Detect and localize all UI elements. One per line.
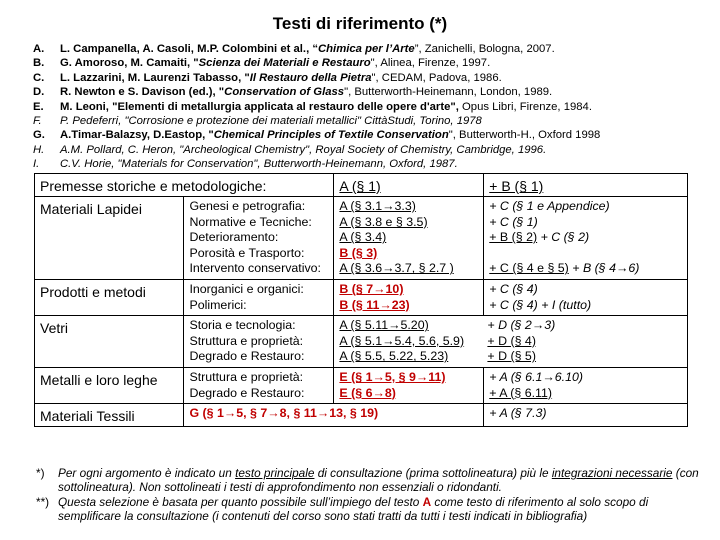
secondary-ref: + C (§ 1) [489,214,538,229]
reference-authors: M. Leoni, "Elementi di metallurgia applicata al restauro delle opere d'arte", [60,100,462,113]
primary-ref: A (§ 3.1→3.3) [339,199,416,213]
reference-text: P. Pedeferri, "Corrosione e protezione dei materiali metallici" CittàStudi, Torino, 1978 [60,115,482,128]
secondary-ref: + D (§ 5) [487,349,536,364]
secondary-ref: + D (§ 4) [487,333,536,348]
secondary-cell [484,197,688,280]
footnote-text: di consultazione (prima sottolineatura) più le [314,466,552,480]
reference-item [33,85,600,99]
reference-item [33,100,600,114]
primary-cell [334,279,484,315]
table-row [35,197,688,280]
footnotes [36,466,706,524]
header-a: A (§ 1) [339,178,381,194]
refs-cell [334,316,688,368]
reference-item [33,114,600,128]
reference-key: E. [33,100,44,113]
footnote-mark: **) [36,494,50,509]
primary-ref: B (§ 11→23) [339,297,410,312]
reference-text: C.V. Horie, "Materials for Conservation", Butterworth-Heinemann, Oxford, 1987. [60,158,458,171]
reference-title: Chimica per l’Arte [318,43,415,55]
primary-cell [184,404,484,427]
secondary-ref: + C (§ 2) [540,230,590,245]
primary-ref: A (§ 3.4) [339,230,387,245]
table-row [35,367,688,403]
table-row [35,279,688,315]
reference-authors: L. Campanella, A. Casoli, M.P. Colombini et al., “ [60,43,318,55]
reference-publisher: ", Alinea, Firenze, 1997. [370,57,491,70]
category-metalli: Metalli e loro leghe [35,367,184,403]
reference-authors: G. Amoroso, M. Camaiti, " [60,57,199,70]
reference-list [33,42,600,172]
topic: Inorganici e organici: [189,281,304,296]
footnote-1 [36,466,706,495]
topic: Degrado e Restauro: [189,349,305,364]
reference-title: Scienza dei Materiali e Restauro [198,57,371,70]
reference-key: B. [33,57,45,70]
footnote-text: come testo di riferimento al solo scopo di semplificare la consultazione (i contenuti del corso sono stati tratti da tutti i testi indicati in bibliografia) [58,494,649,524]
topic: Porosità e Trasporto: [189,245,305,260]
topic: Genesi e petrografia: [189,199,306,213]
primary-ref: G (§ 1→5, § 7→8, § 11→13, § 19) [189,406,379,421]
primary-ref: E (§ 1→5, § 9→11) [339,369,446,384]
primary-ref: A (§ 3.6→3.7, § 2.7 ) [339,261,454,276]
reference-key: I. [33,158,40,171]
category-tessili: Materiali Tessili [35,404,184,427]
reference-key: F. [33,115,42,128]
reference-publisher: ", Butterworth-H., Oxford 1998 [448,129,601,142]
reference-key: A. [33,43,45,55]
reference-item [33,71,600,85]
footnote-text: testo principale [235,466,315,480]
reference-publisher: Opus Libri, Firenze, 1984. [462,100,592,113]
reference-publisher: ”, Zanichelli, Bologna, 2007. [414,43,555,55]
footnote-text: Per ogni argomento è indicato un [58,466,236,480]
reference-item [33,42,600,56]
topic: Normative e Tecniche: [189,214,312,229]
primary-ref: B (§ 3) [339,245,378,260]
table-header-row [35,174,688,197]
topic: Struttura e proprietà: [189,333,304,348]
reference-item [33,143,600,157]
secondary-ref: + A (§ 6.11) [489,385,553,400]
reference-key: G. [33,129,45,142]
header-label: Premesse storiche e metodologiche: [35,174,334,197]
secondary-ref: + B (§ 4→6) [572,261,640,276]
reference-table [34,173,688,427]
footnote-text: Questa selezione è basata per quanto possibile sull’impiego del testo [58,494,423,509]
secondary-ref: + D (§ 2→3) [487,318,556,333]
page-title: Testi di riferimento (*) [272,14,448,33]
reference-authors: A.Timar-Balazsy, D.Eastop, " [60,129,214,142]
reference-item [33,128,600,142]
topic: Polimerici: [189,297,247,312]
topic: Deterioramento: [189,230,279,245]
reference-authors: L. Lazzarini, M. Laurenzi Tabasso, " [60,71,250,84]
topics-cell [184,316,334,368]
topic: Degrado e Restauro: [189,385,305,400]
secondary-ref: + C (§ 1 e Appendice) [489,199,610,213]
header-b-cell [484,174,688,197]
topic: Storia e tecnologia: [189,318,296,333]
primary-ref: A (§ 5.11→5.20) [339,318,429,333]
secondary-cell [484,404,688,427]
secondary-ref: + A (§ 6.1→6.10) [489,369,584,384]
footnote-text: (con sottolineatura). Non sottolineati i testi di approfondimento non essenziali o ridondanti. [58,466,699,495]
primary-ref: A (§ 3.8 e § 3.5) [339,214,428,229]
primary-ref: E (§ 6→8) [339,385,396,400]
secondary-ref: + C (§ 4) + I (tutto) [489,297,592,312]
reference-key: H. [33,143,45,156]
secondary-ref: + C (§ 4) [489,281,538,296]
reference-key: D. [33,86,45,99]
primary-ref: A (§ 5.5, 5.22, 5.23) [339,349,449,364]
header-b: + B (§ 1) [489,178,544,194]
primary-cell [334,197,484,280]
reference-authors: R. Newton e S. Davison (ed.), " [60,86,225,99]
reference-title: Conservation of Glass [224,86,345,99]
primary-cell [334,367,484,403]
reference-title: Chemical Principles of Textile Conservation [213,129,449,142]
reference-title: Il Restauro della Pietra [249,71,372,84]
category-lapidei: Materiali Lapidei [35,197,184,280]
secondary-cell [484,279,688,315]
topic: Struttura e proprietà: [189,369,304,384]
topic: Intervento conservativo: [189,261,322,276]
footnote-text: integrazioni necessarie [551,466,673,480]
footnote-2 [36,495,706,524]
topics-cell [184,197,334,280]
category-vetri: Vetri [35,316,184,368]
reference-publisher: ", CEDAM, Padova, 1986. [371,71,502,84]
secondary-cell [484,367,688,403]
table-row [35,404,688,427]
reference-item [33,56,600,70]
reference-key: C. [33,71,45,84]
footnote-mark: *) [36,466,45,480]
footnote-text: A [422,494,432,509]
primary-ref: B (§ 7→10) [339,281,404,296]
category-prodotti: Prodotti e metodi [35,279,184,315]
header-a-cell [334,174,484,197]
reference-publisher: ", Butterworth-Heinemann, London, 1989. [344,86,553,99]
primary-ref: A (§ 5.1→5.4, 5.6, 5.9) [339,333,465,348]
secondary-ref: + B (§ 2) [489,230,538,245]
topics-cell [184,367,334,403]
table-row [35,316,688,368]
topics-cell [184,279,334,315]
reference-item [33,157,600,171]
reference-text: A.M. Pollard, C. Heron, "Archeological Chemistry", Royal Society of Chemistry, Cambridge, 1996. [60,143,547,156]
secondary-ref: + A (§ 7.3) [489,406,547,421]
secondary-ref: + C (§ 4 e § 5) [489,261,569,276]
